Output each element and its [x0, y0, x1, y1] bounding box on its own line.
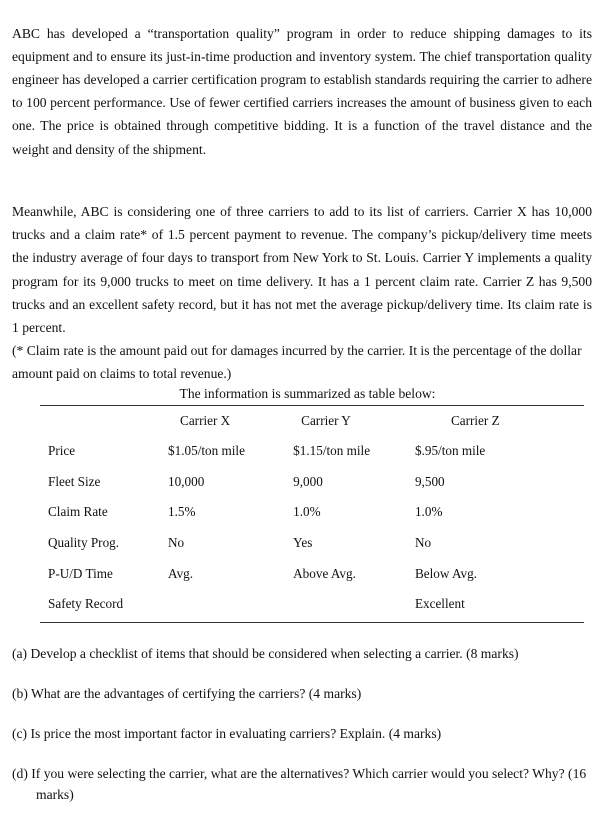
- cell-carrier-x: No: [168, 535, 185, 551]
- table-bottom-rule: [40, 622, 584, 623]
- cell-carrier-y: $1.15/ton mile: [293, 443, 371, 459]
- table-row-claim-rate: [40, 497, 584, 528]
- cell-carrier-z: 1.0%: [414, 504, 443, 520]
- cell-carrier-y: Above Avg.: [293, 565, 356, 581]
- header-carrier-z: Carrier Z: [450, 413, 500, 428]
- cell-carrier-z: Excellent: [414, 596, 465, 612]
- row-label: P-U/D Time: [48, 565, 113, 581]
- table-header-row: [40, 406, 584, 436]
- cell-carrier-y: Yes: [293, 535, 313, 551]
- question-b: (b) What are the advantages of certifying the carriers? (4 marks): [12, 686, 362, 701]
- cell-carrier-z: No: [414, 535, 432, 551]
- carriers-description: Meanwhile, ABC is considering one of three carriers to add to its list of carriers. Carrier X has 10,000 trucks and a claim rate* of 1.5 percent payment to revenue. The company’s pickup/delivery time meets the industry average of four days to transport from New York to St. Louis. Carrier Y implements a quality program for its 9,000 trucks to meet on time delivery. It has a 1 percent claim rate. Carrier Z has 9,500 trucks and an excellent safety record, but it has not met the average pickup/delivery time. Its claim rate is 1 percent.: [12, 204, 592, 336]
- cell-carrier-z: Below Avg.: [414, 565, 477, 581]
- header-carrier-x: Carrier X: [180, 413, 231, 428]
- table-row-price: [40, 436, 584, 467]
- cell-carrier-z: $.95/ton mile: [414, 443, 486, 459]
- question-a: (a) Develop a checklist of items that should be considered when selecting a carrier. (8 marks): [12, 646, 519, 661]
- table-row-safety-record: [40, 589, 584, 620]
- cell-carrier-x: 1.5%: [168, 504, 196, 520]
- cell-carrier-y: 9,000: [293, 473, 323, 489]
- carrier-comparison-table: [40, 406, 584, 620]
- cell-carrier-x: 10,000: [168, 473, 205, 489]
- table-row-pud-time: [40, 558, 584, 589]
- intro-paragraph: ABC has developed a “transportation quality” program in order to reduce shipping damages to its equipment and to ensure its just-in-time production and inventory system. The chief transportation quality engineer has developed a carrier certification program to establish standards requiring the carrier to adhere to 100 percent performance. Use of fewer certified carriers increases the amount of business given to each one. The price is obtained through competitive bidding. It is a function of the travel distance and the weight and density of the shipment.: [12, 25, 592, 157]
- row-label: Fleet Size: [48, 473, 101, 489]
- cell-carrier-x: Avg.: [168, 565, 194, 581]
- row-label: Safety Record: [48, 596, 124, 612]
- question-c: (c) Is price the most important factor in evaluating carriers? Explain. (4 marks): [12, 726, 442, 741]
- header-blank: [40, 406, 168, 436]
- cell-carrier-y: 1.0%: [293, 504, 321, 520]
- row-label: Quality Prog.: [48, 535, 120, 551]
- table-caption: The information is summarized as table below:: [179, 386, 436, 401]
- carriers-paragraph: [12, 200, 592, 386]
- table-row-fleet-size: [40, 467, 584, 498]
- cell-carrier-x: [168, 589, 293, 620]
- header-carrier-y: Carrier Y: [301, 413, 351, 428]
- claim-rate-footnote: (* Claim rate is the amount paid out for damages incurred by the carrier. It is the percentage of the dollar amount paid on claims to total revenue.): [12, 343, 582, 382]
- question-d: (d) If you were selecting the carrier, what are the alternatives? Which carrier would you select? Why? (16 marks): [12, 766, 587, 802]
- cell-carrier-x: $1.05/ton mile: [168, 443, 245, 459]
- table-row-quality-prog: [40, 528, 584, 559]
- cell-carrier-y: [293, 589, 415, 620]
- cell-carrier-z: 9,500: [414, 473, 445, 489]
- row-label: Claim Rate: [48, 504, 108, 520]
- row-label: Price: [48, 443, 76, 459]
